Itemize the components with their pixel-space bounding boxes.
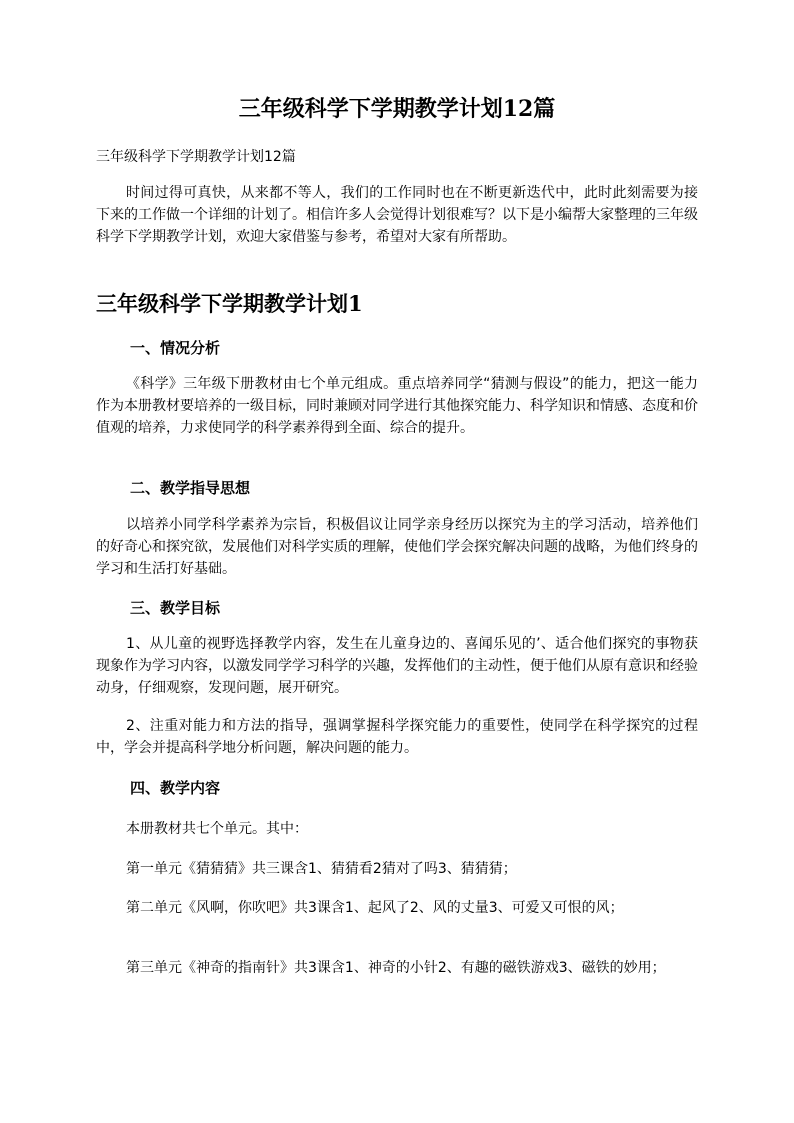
intro-paragraph: 时间过得可真快，从来都不等人，我们的工作同时也在不断更新迭代中，此时此刻需要为接下来的工作做一个详细的计划了。相信许多人会觉得计划很难写？以下是小编帮大家整理的三年级科学下学期教学计划，欢迎大家借鉴与参考，希望对大家有所帮助。 [96,185,698,245]
paragraph-goal-2: 2、注重对能力和方法的指导，强调掌握科学探究能力的重要性，使同学在科学探究的过程中，学会并提高科学地分析问题，解决问题的能力。 [96,718,698,756]
heading-guiding-thought: 二、教学指导思想 [130,479,251,497]
paragraph-unit-3: 第三单元《神奇的指南针》共3课含1、神奇的小针2、有趣的磁铁游戏3、磁铁的妙用； [126,960,666,976]
paragraph-unit-2: 第二单元《风啊，你吹吧》共3课含1、起风了2、风的丈量3、可爱又可恨的风； [126,900,624,916]
section-1-heading: 三年级科学下学期教学计划1 [96,291,363,316]
paragraph-unit-1: 第一单元《猜猜猜》共三课含1、猜猜看2猜对了吗3、猜猜猜； [126,861,517,877]
paragraph-guiding-thought: 以培养小同学科学素养为宗旨，积极倡议让同学亲身经历以探究为主的学习活动，培养他们的好奇心和探究欲，发展他们对科学实质的理解，使他们学会探究解决问题的战略，为他们终身的学习和生活打好基础。 [96,517,698,577]
document-title: 三年级科学下学期教学计划12篇 [238,96,556,122]
paragraph-content-intro: 本册教材共七个单元。其中： [126,821,308,837]
heading-situation-analysis: 一、情况分析 [130,339,221,357]
document-subtitle: 三年级科学下学期教学计划12篇 [96,149,296,165]
paragraph-situation-analysis: 《科学》三年级下册教材由七个单元组成。重点培养同学“猜测与假设”的能力，把这一能力作为本册教材要培养的一级目标，同时兼顾对同学进行其他探究能力、科学知识和情感、态度和价值观的培养，力求使同学的科学素养得到全面、综合的提升。 [96,376,698,436]
heading-teaching-content: 四、教学内容 [130,779,221,797]
heading-teaching-goals: 三、教学目标 [130,599,221,617]
paragraph-goal-1: 1、从儿童的视野选择教学内容，发生在儿童身边的、喜闻乐见的’、适合他们探究的事物获现象作为学习内容，以激发同学学习科学的兴趣，发挥他们的主动性，便于他们从原有意识和经验动身，仔细观察，发现问题，展开研究。 [96,636,698,696]
